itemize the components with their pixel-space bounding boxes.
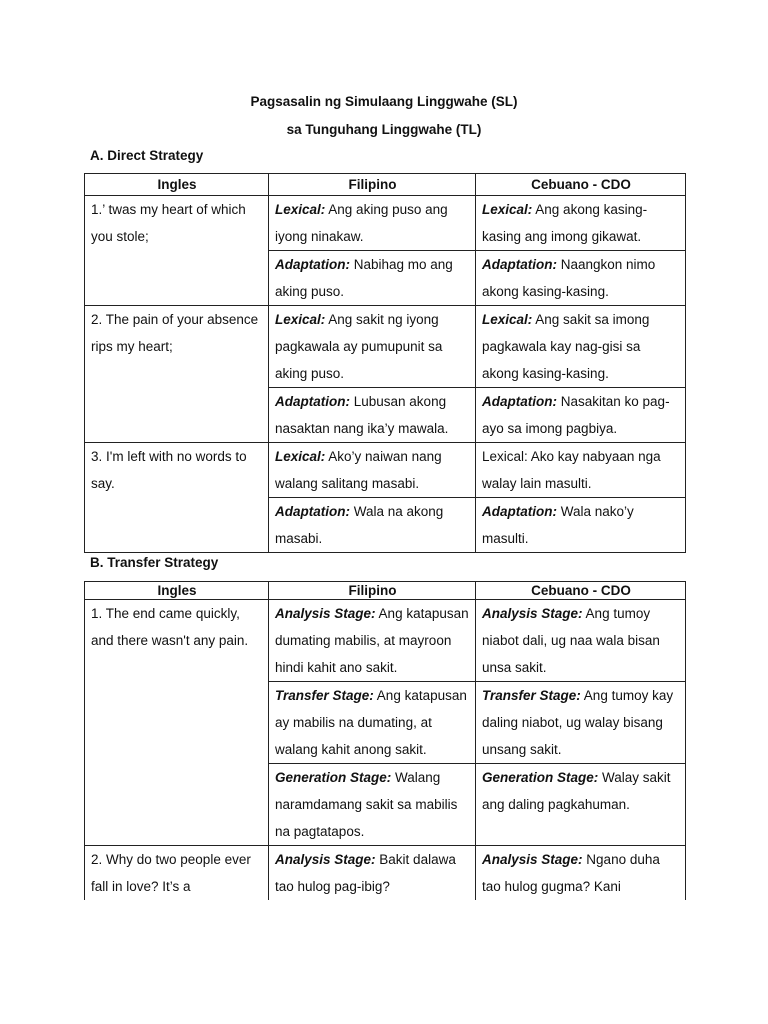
table-row: [85, 306, 686, 388]
filipino-transfer-cell: [269, 682, 476, 764]
filipino-lexical-text: Ako’y naiwan nang walang salitang masabi.: [275, 449, 442, 491]
column-header-cebuano: Cebuano - CDO: [476, 582, 686, 600]
cebuano-adaptation-text: Wala nako’y masulti.: [482, 504, 634, 546]
analysis-stage-label: Analysis Stage:: [482, 606, 583, 621]
filipino-analysis-text: Ang katapusan dumating mabilis, at mayroon hindi kahit ano sakit.: [275, 606, 469, 675]
adaptation-label: Adaptation:: [482, 504, 557, 519]
lexical-label: Lexical:: [275, 202, 326, 217]
adaptation-label: Adaptation:: [482, 394, 557, 409]
filipino-adaptation-cell: [269, 498, 476, 553]
cebuano-adaptation-cell: [476, 251, 686, 306]
ingles-cell: 2. Why do two people ever fall in love? It’s a: [85, 846, 269, 901]
filipino-generation-text: Walang naramdamang sakit sa mabilis na pagtatapos.: [275, 770, 458, 839]
cebuano-adaptation-cell: [476, 388, 686, 443]
table-row: [85, 846, 686, 901]
cebuano-lexical-text: Ang akong kasing-kasing ang imong gikawat.: [482, 202, 648, 244]
cebuano-analysis-text: Ngano duha tao hulog gugma? Kani: [482, 852, 660, 894]
analysis-stage-label: Analysis Stage:: [275, 606, 376, 621]
filipino-lexical-text: Ang sakit ng iyong pagkawala ay pumupunit sa aking puso.: [275, 312, 443, 381]
cebuano-lexical-text: Ang sakit sa imong pagkawala kay nag-gisi sa akong kasing-kasing.: [482, 312, 650, 381]
cebuano-lexical-cell: [476, 306, 686, 388]
adaptation-label: Adaptation:: [482, 257, 557, 272]
filipino-adaptation-cell: [269, 251, 476, 306]
filipino-adaptation-text: Lubusan akong nasaktan nang ika’y mawala.: [275, 394, 449, 436]
filipino-adaptation-cell: [269, 388, 476, 443]
cebuano-lexical-cell: Lexical: Ako kay nabyaan nga walay lain masulti.: [476, 443, 686, 498]
direct-strategy-table: [84, 173, 686, 553]
ingles-cell: 3. I'm left with no words to say.: [85, 443, 269, 553]
filipino-lexical-cell: [269, 443, 476, 498]
adaptation-label: Adaptation:: [275, 257, 350, 272]
analysis-stage-label: Analysis Stage:: [275, 852, 376, 867]
document-title-line-2: sa Tunguhang Linggwahe (TL): [286, 122, 482, 137]
column-header-filipino: Filipino: [269, 582, 476, 600]
column-header-cebuano: Cebuano - CDO: [476, 174, 686, 196]
document-title-line-1: Pagsasalin ng Simulaang Linggwahe (SL): [250, 94, 518, 109]
generation-stage-label: Generation Stage:: [275, 770, 392, 785]
filipino-transfer-text: Ang katapusan ay mabilis na dumating, at walang kahit anong sakit.: [275, 688, 467, 757]
cebuano-analysis-cell: [476, 846, 686, 901]
filipino-lexical-cell: [269, 196, 476, 251]
table-header-row: [85, 582, 686, 600]
cebuano-adaptation-text: Nasakitan ko pag-ayo sa imong pagbiya.: [482, 394, 670, 436]
table-row: [85, 600, 686, 682]
cebuano-generation-cell: [476, 764, 686, 846]
table-header-row: [85, 174, 686, 196]
generation-stage-label: Generation Stage:: [482, 770, 599, 785]
filipino-adaptation-text: Wala na akong masabi.: [275, 504, 444, 546]
adaptation-label: Adaptation:: [275, 394, 350, 409]
section-b-heading: B. Transfer Strategy: [90, 555, 219, 570]
table-row: [85, 443, 686, 498]
cebuano-generation-text: Walay sakit ang daling pagkahuman.: [482, 770, 671, 812]
lexical-label: Lexical:: [482, 312, 533, 327]
cebuano-adaptation-cell: [476, 498, 686, 553]
cebuano-transfer-text: Ang tumoy kay daling niabot, ug walay bisang unsang sakit.: [482, 688, 674, 757]
filipino-analysis-text: Bakit dalawa tao hulog pag-ibig?: [275, 852, 456, 894]
transfer-stage-label: Transfer Stage:: [275, 688, 374, 703]
filipino-lexical-text: Ang aking puso ang iyong ninakaw.: [275, 202, 448, 244]
cebuano-transfer-cell: [476, 682, 686, 764]
column-header-ingles: Ingles: [85, 582, 269, 600]
lexical-label: Lexical:: [275, 312, 326, 327]
adaptation-label: Adaptation:: [275, 504, 350, 519]
ingles-cell: 2. The pain of your absence rips my heart;: [85, 306, 269, 443]
filipino-adaptation-text: Nabihag mo ang aking puso.: [275, 257, 453, 299]
filipino-analysis-cell: [269, 600, 476, 682]
analysis-stage-label: Analysis Stage:: [482, 852, 583, 867]
ingles-cell: 1.’ twas my heart of which you stole;: [85, 196, 269, 306]
column-header-filipino: Filipino: [269, 174, 476, 196]
cebuano-adaptation-text: Naangkon nimo akong kasing-kasing.: [482, 257, 656, 299]
cebuano-analysis-text: Ang tumoy niabot dali, ug naa wala bisan unsa sakit.: [482, 606, 660, 675]
cebuano-lexical-cell: [476, 196, 686, 251]
lexical-label: Lexical:: [275, 449, 326, 464]
cebuano-analysis-cell: [476, 600, 686, 682]
section-a-heading: A. Direct Strategy: [90, 148, 204, 163]
filipino-generation-cell: [269, 764, 476, 846]
ingles-cell: 1. The end came quickly, and there wasn't any pain.: [85, 600, 269, 846]
lexical-label: Lexical:: [482, 202, 533, 217]
table-row: [85, 196, 686, 251]
transfer-stage-label: Transfer Stage:: [482, 688, 581, 703]
filipino-lexical-cell: [269, 306, 476, 388]
column-header-ingles: Ingles: [85, 174, 269, 196]
filipino-analysis-cell: [269, 846, 476, 901]
transfer-strategy-table: [84, 581, 686, 900]
